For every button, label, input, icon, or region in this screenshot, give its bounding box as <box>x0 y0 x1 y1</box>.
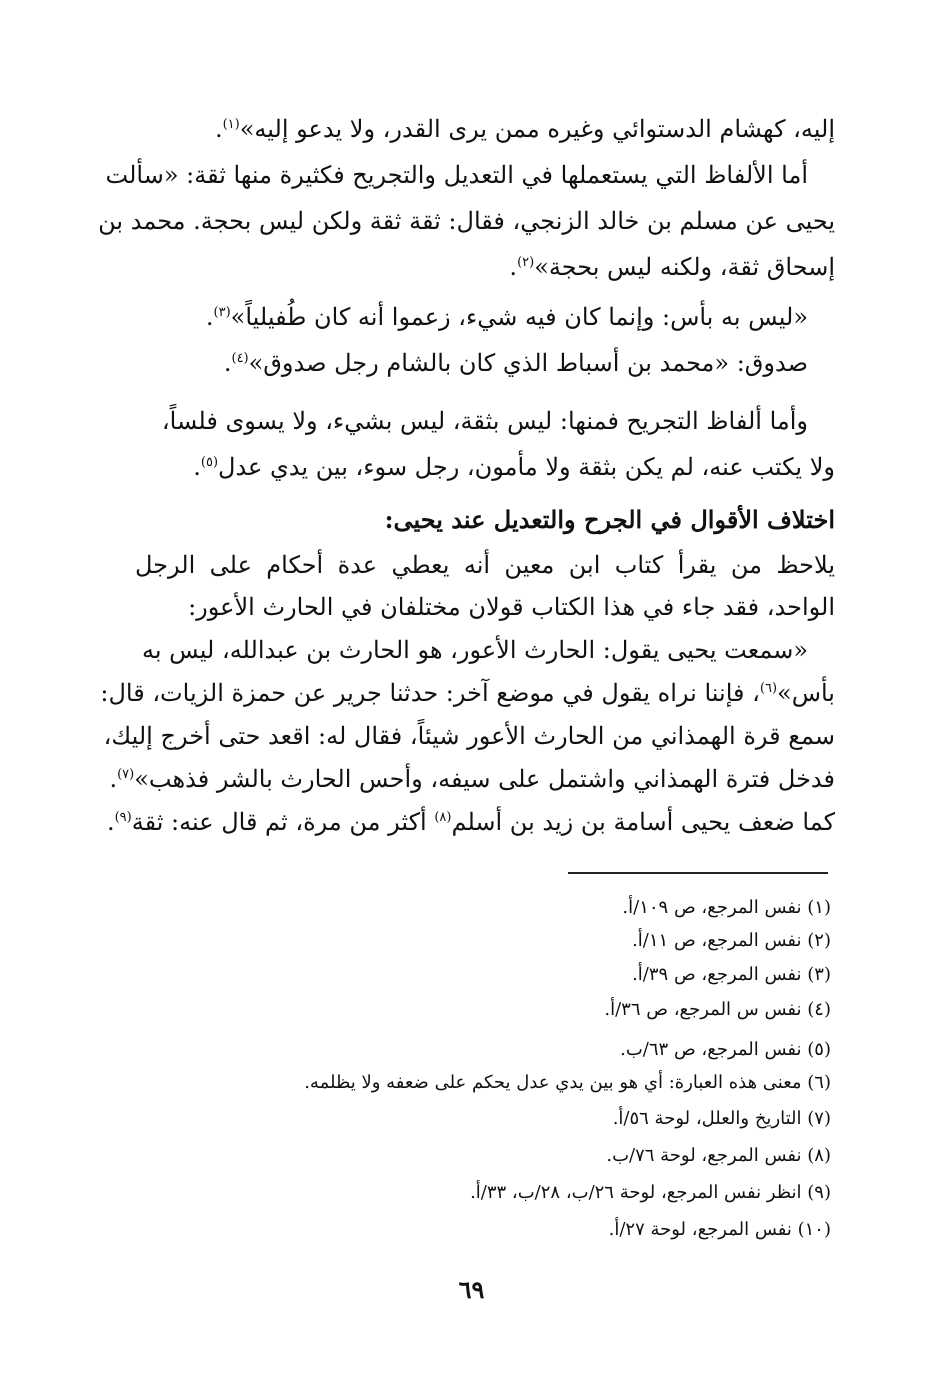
footnote: (١٠) نفس المرجع، لوحة ٢٧/أ. <box>608 1219 831 1240</box>
body-text: إليه، كهشام الدستوائي وغيره ممن يرى القدر، ولا يدعو إليه» <box>239 115 835 143</box>
body-text: . <box>223 349 232 377</box>
quote-line <box>224 346 808 380</box>
section-heading: اختلاف الأقوال في الجرح والتعديل عند يحيى: <box>384 505 835 534</box>
body-text: «سمعت يحيى يقول: الحارث الأعور، هو الحارث بن عبدالله، ليس به <box>141 636 808 664</box>
body-text: وأما ألفاظ التجريح فمنها: ليس بثقة، ليس بشيء، ولا يسوى فلساً، <box>161 407 808 435</box>
body-text: يحيى عن مسلم بن خالد الزنجي، فقال: ثقة ثقة ولكن ليس بحجة. محمد بن <box>98 207 835 235</box>
body-line <box>215 112 835 146</box>
footnote-ref: (٨) <box>434 810 452 825</box>
body-text: ، فإننا نراه يقول في موضع آخر: حدثنا جرير عن حمزة الزيات، قال: <box>100 679 760 707</box>
footnote: (٦) معنى هذه العبارة: أي هو بين يدي عدل يحكم على ضعفه ولا يظلمه. <box>304 1072 831 1093</box>
body-line <box>98 204 835 238</box>
body-text: أكثر من مرة، ثم قال عنه: ثقة <box>131 808 435 836</box>
footnote: (٥) نفس المرجع، ص ٦٣/ب. <box>620 1039 831 1060</box>
body-line <box>142 633 808 667</box>
footnote-ref: (٩) <box>114 810 132 825</box>
footnote-ref: (٤) <box>231 351 249 366</box>
footnote: (٨) نفس المرجع، لوحة ٧٦/ب. <box>606 1145 831 1166</box>
body-line <box>135 548 835 582</box>
footnote: (٢) نفس المرجع، ص ١١/أ. <box>632 930 831 951</box>
footnote: (١) نفس المرجع، ص ١٠٩/أ. <box>622 897 831 918</box>
body-text: ولا يكتب عنه، لم يكن بثقة ولا مأمون، رجل سوء، بين يدي عدل <box>218 453 835 481</box>
body-line <box>109 762 835 796</box>
quote-line <box>206 300 808 334</box>
body-text: . <box>193 453 201 481</box>
body-text: . <box>205 303 214 331</box>
footnote-ref: (١) <box>222 117 240 132</box>
footnote-ref: (٢) <box>517 255 535 270</box>
page-number: ٦٩ <box>458 1275 485 1304</box>
footnote-ref: (٧) <box>117 767 135 782</box>
body-text: إسحاق ثقة، ولكنه ليس بحجة» <box>534 253 835 281</box>
body-text: فدخل فترة الهمذاني واشتمل على سيفه، وأحس الحارث بالشر فذهب» <box>134 765 835 793</box>
body-line <box>188 590 835 624</box>
body-text: . <box>109 765 118 793</box>
body-text: أما الألفاظ التي يستعملها في التعديل والتجريح فكثيرة منها ثقة: «سألت <box>105 161 808 189</box>
body-text: صدوق: «محمد بن أسباط الذي كان بالشام رجل صدوق» <box>248 349 808 377</box>
body-line <box>107 805 835 839</box>
body-text: يلاحظ من يقرأ كتاب ابن معين أنه يعطي عدة أحكام على الرجل <box>135 551 835 579</box>
footnote: (٣) نفس المرجع، ص ٣٩/أ. <box>632 964 831 985</box>
body-text: سمع قرة الهمذاني من الحارث الأعور شيئاً، فقال له: اقعد حتى أخرج إليك، <box>103 722 835 750</box>
body-text: . <box>214 115 223 143</box>
footnote: (٩) انظر نفس المرجع، لوحة ٢٦/ب، ٢٨/ب، ٣٣/أ. <box>470 1182 831 1203</box>
body-line <box>106 158 808 192</box>
body-line <box>193 450 835 484</box>
footnote-separator <box>568 872 828 874</box>
body-text: الواحد، فقد جاء في هذا الكتاب قولان مختلفان في الحارث الأعور: <box>188 593 835 621</box>
body-line <box>162 404 808 438</box>
body-text: «ليس به بأس: وإنما كان فيه شيء، زعموا أنه كان طُفيلياً» <box>230 303 808 331</box>
body-line <box>509 250 835 284</box>
footnote-ref: (٥) <box>200 455 219 470</box>
body-text: . <box>106 808 115 836</box>
body-text: بأس» <box>777 679 835 707</box>
footnote-ref: (٦) <box>759 681 778 696</box>
footnote: (٧) التاريخ والعلل، لوحة ٥٦/أ. <box>612 1108 831 1129</box>
body-text: . <box>509 253 518 281</box>
footnote: (٤) نفس س المرجع، ص ٣٦/أ. <box>604 999 831 1020</box>
body-line <box>104 719 835 753</box>
body-text: كما ضعف يحيى أسامة بن زيد بن أسلم <box>451 808 835 836</box>
footnote-ref: (٣) <box>213 305 231 320</box>
body-line <box>100 676 835 710</box>
